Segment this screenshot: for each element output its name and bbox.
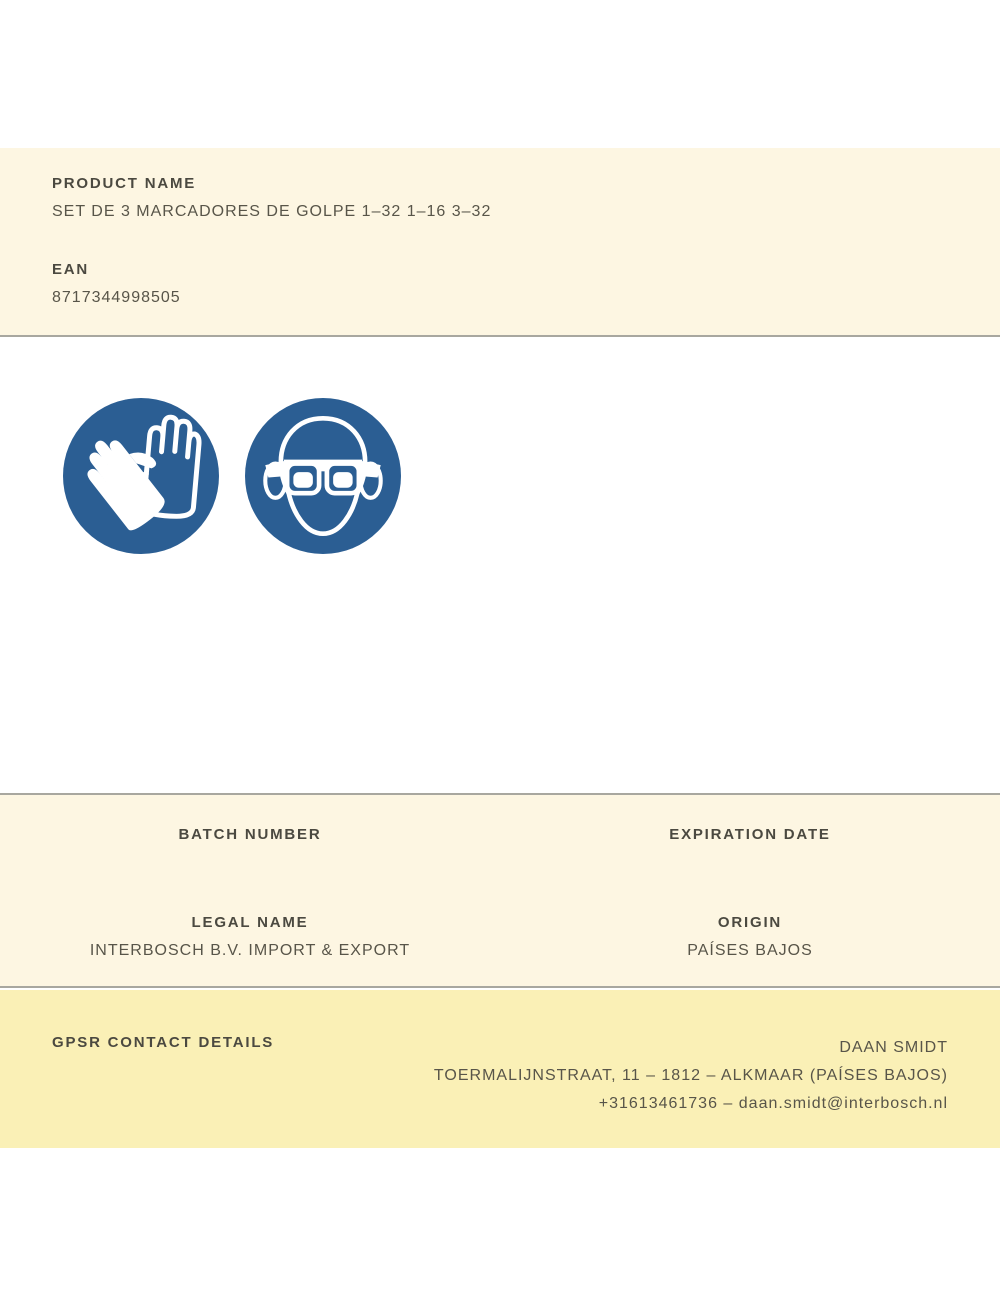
ean-value: 8717344998505 [52, 289, 181, 306]
details-section [0, 793, 1000, 988]
legal-name-label: LEGAL NAME [191, 914, 309, 931]
gpsr-contact-label: GPSR CONTACT DETAILS [52, 1034, 275, 1051]
pictogram-row [63, 398, 401, 554]
product-name-value: SET DE 3 MARCADORES DE GOLPE 1–32 1–16 3–32 [52, 203, 492, 220]
product-section [0, 148, 1000, 337]
batch-number-label: BATCH NUMBER [178, 826, 322, 843]
expiration-date-value [500, 843, 1000, 914]
legal-name-value: INTERBOSCH B.V. IMPORT & EXPORT [89, 942, 411, 959]
product-name-label: PRODUCT NAME [52, 175, 197, 192]
origin-value: PAÍSES BAJOS [687, 942, 813, 959]
gloves-icon [63, 398, 219, 554]
expiration-date-label: EXPIRATION DATE [669, 826, 831, 843]
origin-label: ORIGIN [717, 914, 783, 931]
details-right-column [500, 826, 1000, 986]
contact-block [434, 1034, 948, 1118]
details-left-column [0, 826, 500, 986]
pictogram-section [0, 337, 1000, 793]
contact-phone-email: +31613461736 – daan.smidt@interbosch.nl [598, 1095, 948, 1112]
batch-number-value [0, 843, 500, 914]
contact-name: DAAN SMIDT [839, 1039, 948, 1056]
contact-section [0, 990, 1000, 1148]
ean-label: EAN [52, 261, 90, 278]
contact-address: TOERMALIJNSTRAAT, 11 – 1812 – ALKMAAR (PAÍSES BAJOS) [433, 1067, 948, 1084]
eye-protection-icon [245, 398, 401, 554]
